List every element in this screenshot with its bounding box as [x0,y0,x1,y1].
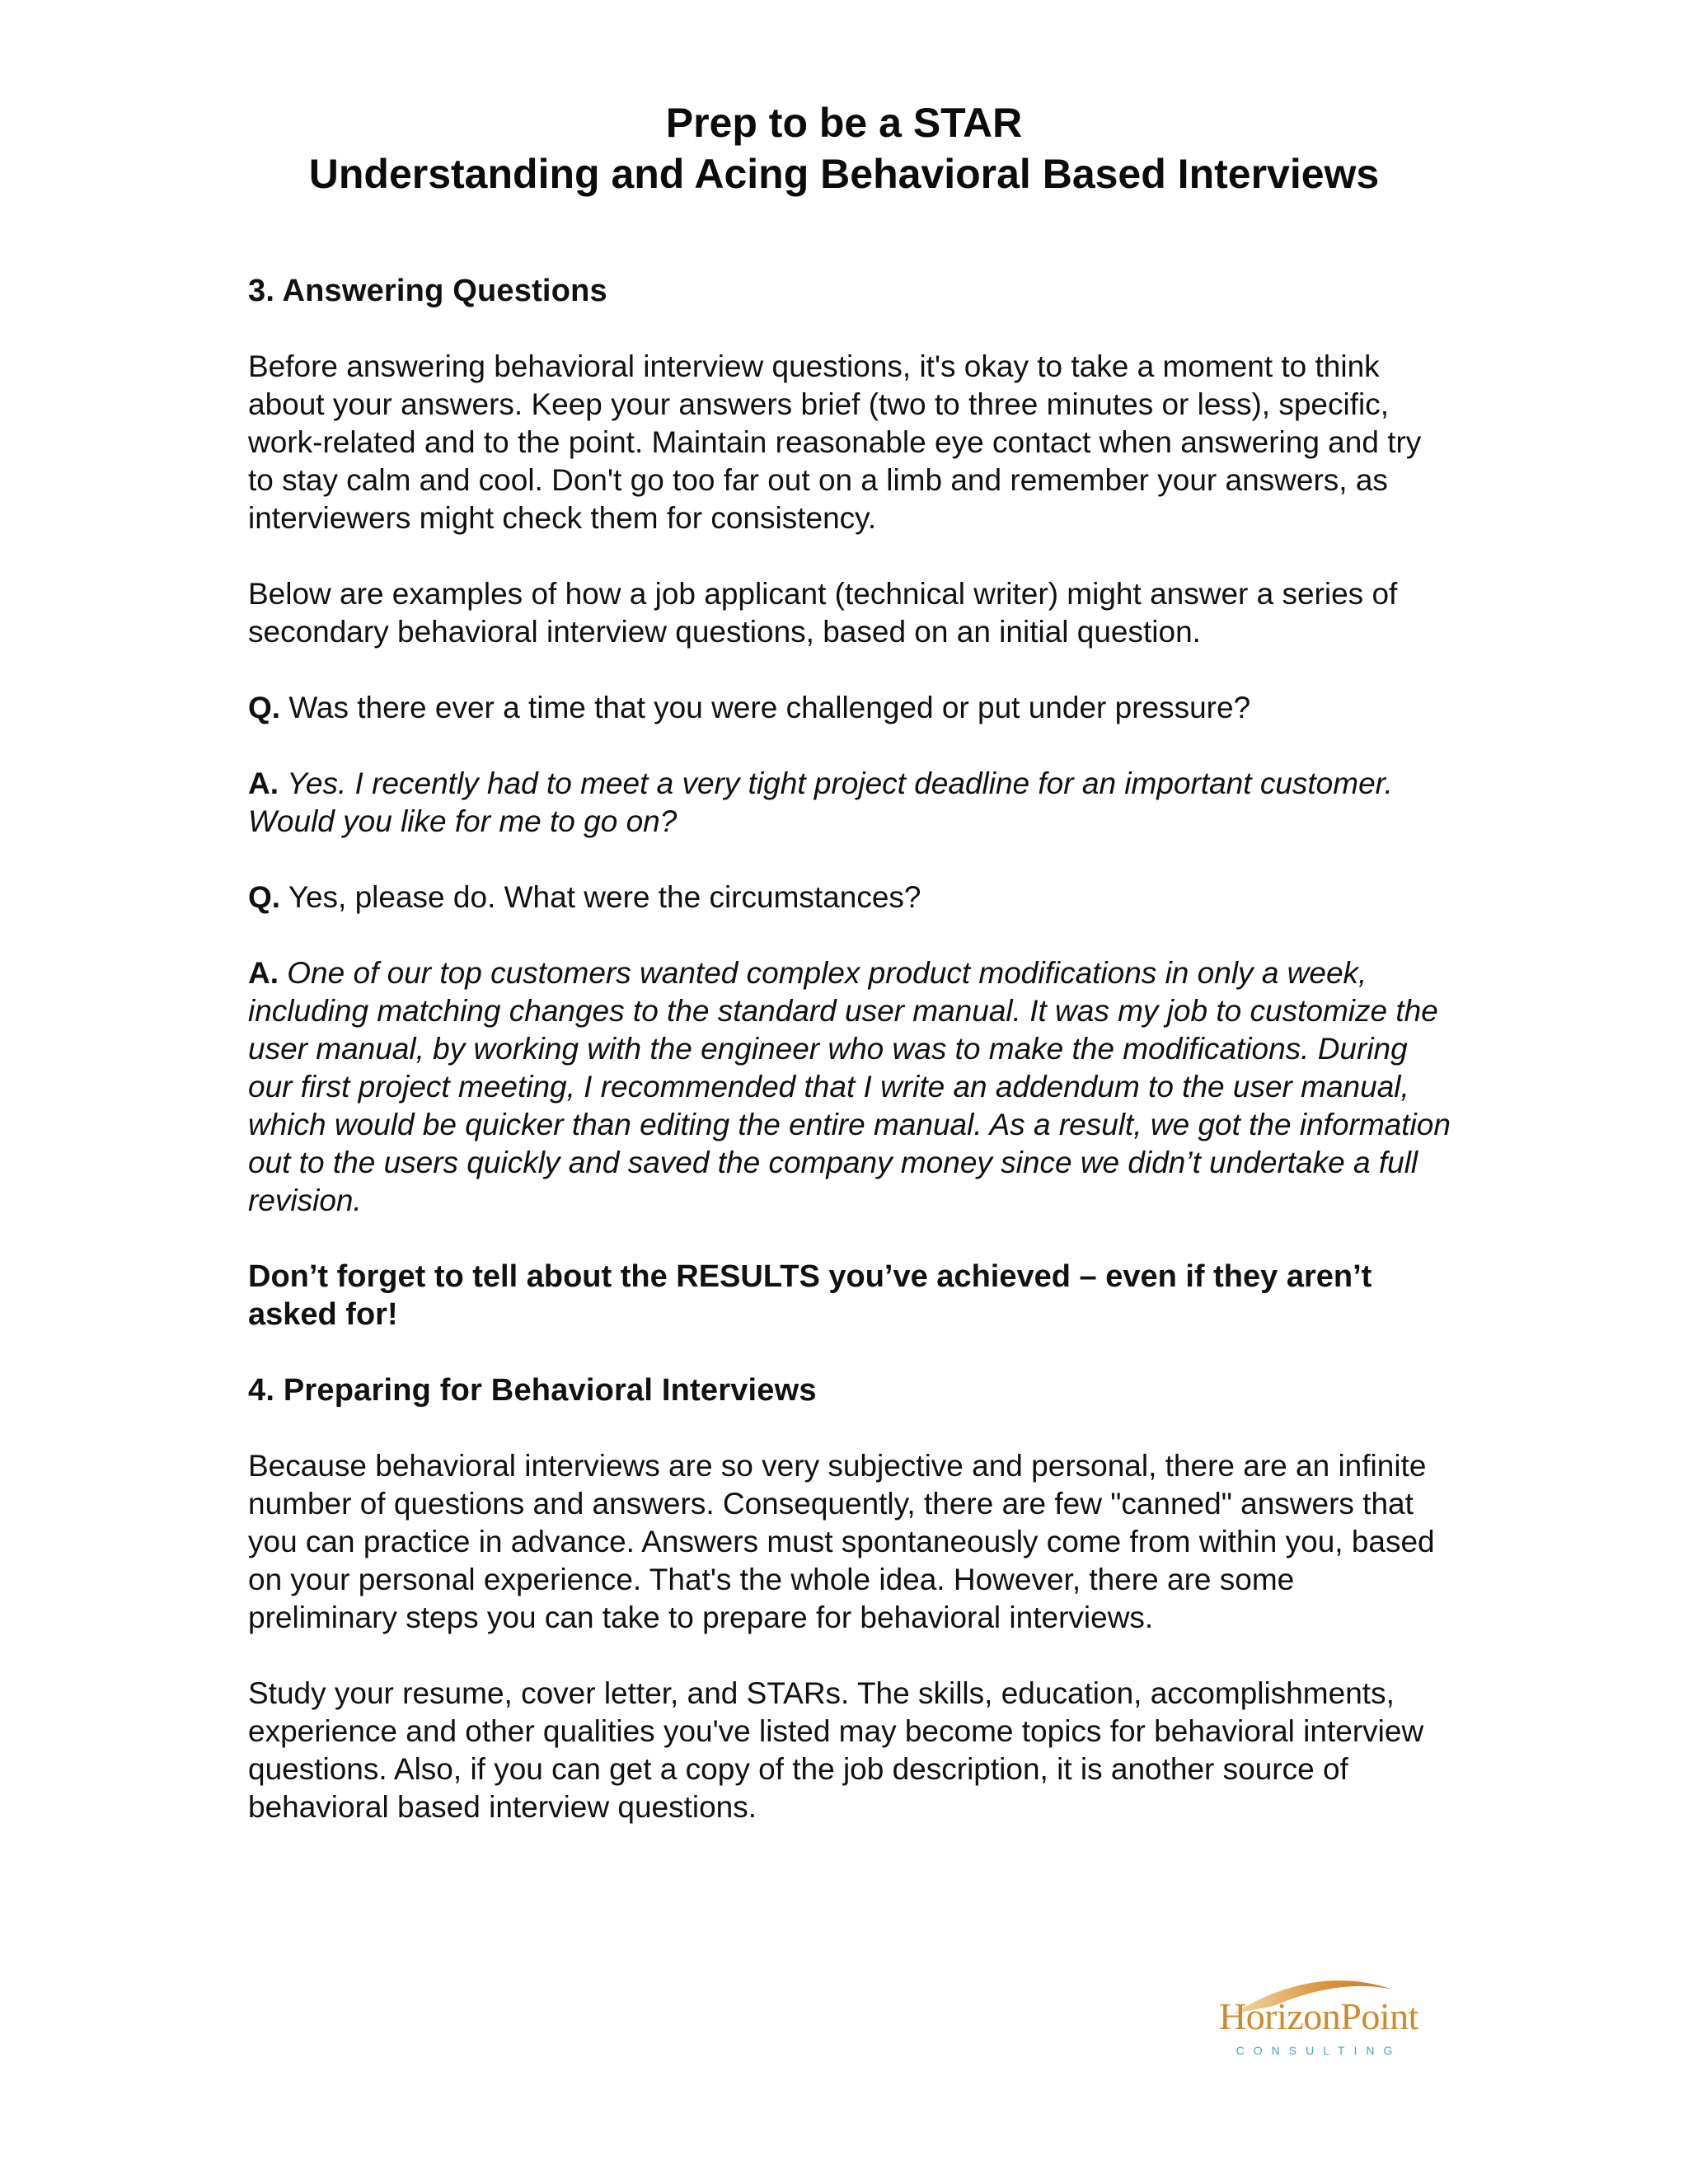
answer-2 [248,954,1451,1220]
results-callout: Don’t forget to tell about the RESULTS you’ve achieved – even if they aren’t asked for! [248,1259,1372,1332]
section-3-paragraph-1: Before answering behavioral interview questions, it's okay to take a moment to think about your answers. Keep your answers brief (two to three minutes or less), specific, work-related and to the point. Maintain reasonable eye contact when answering and try to stay calm and cool. Don't go too far out on a limb and remember your answers, as interviewers might check them for consistency. [248,349,1422,535]
answer-tag: A. [248,766,279,800]
question-tag: Q. [248,880,281,914]
question-text: Was there ever a time that you were challenged or put under pressure? [288,691,1251,724]
section-3-heading: 3. Answering Questions [248,274,607,308]
answer-1 [248,765,1451,841]
section-3-paragraph-2: Below are examples of how a job applicant (technical writer) might answer a series of secondary behavioral interview questions, based on an initial question. [248,577,1398,649]
document-body [248,272,1451,1864]
logo-subtitle: CONSULTING [1236,2044,1402,2057]
logo-wordmark: HorizonPoint [1219,1995,1418,2037]
answer-tag: A. [248,956,279,990]
section-4-paragraph-1: Because behavioral interviews are so very subjective and personal, there are an infinite number of questions and answers. Consequently, there are few "canned" answers that you can practice in advance. Answers must spontaneously come from within you, based on your personal experience. That's the whole idea. However, there are some preliminary steps you can take to prepare for behavioral interviews. [248,1449,1435,1634]
question-2 [248,879,1451,916]
answer-text: Yes. I recently had to meet a very tight project deadline for an important customer. Would you like for me to go on? [248,766,1393,838]
section-4-heading: 4. Preparing for Behavioral Interviews [248,1373,817,1408]
question-1 [248,689,1451,727]
question-text: Yes, please do. What were the circumstances? [288,880,921,914]
title-line-1: Prep to be a STAR [665,100,1023,146]
section-4-paragraph-2: Study your resume, cover letter, and STARs. The skills, education, accomplishments, experience and other qualities you've listed may become topics for behavioral interview questions. Also, if you can get a copy of the job description, it is another source of behavioral based interview questions. [248,1676,1424,1824]
document-title [0,97,1688,199]
answer-text: One of our top customers wanted complex product modifications in only a week, including matching changes to the standard user manual. It was my job to customize the user manual, by working with the engineer who was to make the modifications. During our first project meeting, I recommended that I write an addendum to the user manual, which would be quicker than editing the entire manual. As a result, we got the information out to the users quickly and saved the company money since we didn’t undertake a full revision. [248,956,1451,1217]
title-line-2: Understanding and Acing Behavioral Based Interviews [308,151,1380,197]
question-tag: Q. [248,691,281,724]
horizonpoint-logo [1199,1971,1438,2070]
